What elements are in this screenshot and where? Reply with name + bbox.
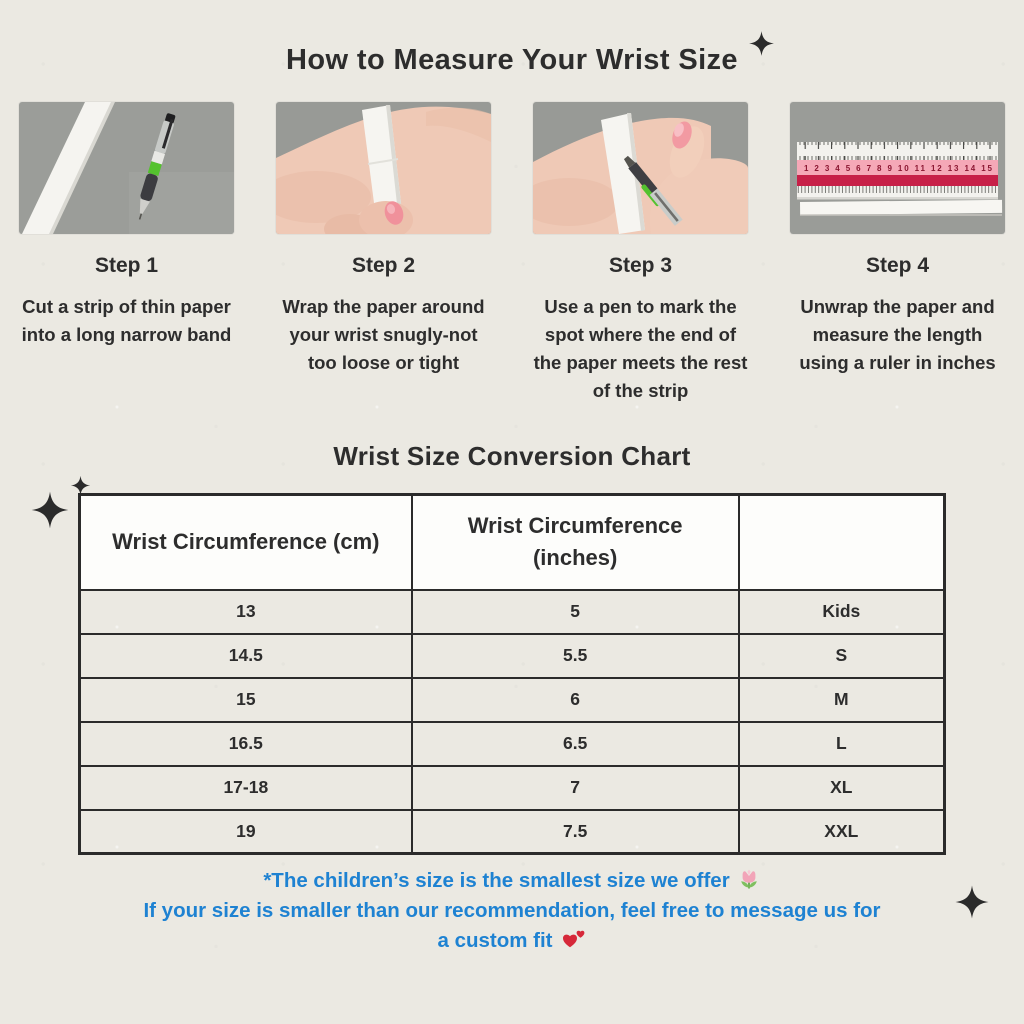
cm-value: 17-18: [80, 766, 412, 810]
inches-value: 6: [412, 678, 739, 722]
step-label: Step 4: [865, 254, 930, 277]
table-row: [80, 810, 945, 854]
size-value: M: [739, 678, 945, 722]
table-row: [80, 766, 945, 810]
footer-text: If your size is smaller than our recommendation, feel free to message us for: [143, 899, 881, 922]
step-4: [790, 254, 1005, 405]
step1-photo: [19, 102, 234, 234]
size-value: S: [739, 634, 945, 678]
wrist-wrap-illustration: [276, 102, 491, 234]
pink-ruler: [797, 142, 998, 200]
sparkle-icon: [70, 475, 91, 496]
cm-value: 14.5: [80, 634, 412, 678]
inches-value: 5: [412, 590, 739, 634]
ruler-numbers: 1 2 3 4 5 6 7 8 9 10 11 12 13 14 15: [804, 164, 992, 173]
cm-value: 16.5: [80, 722, 412, 766]
footer-text: a custom fit: [437, 929, 553, 952]
pen-marking-illustration: [533, 102, 748, 234]
step-description: Wrap the paper around your wrist snugly-not too loose or tight: [282, 296, 485, 373]
step-photos-row: [0, 102, 1024, 234]
column-header-cm: Wrist Circumference (cm): [80, 495, 412, 590]
size-value: L: [739, 722, 945, 766]
tulip-icon: [737, 867, 761, 891]
step-description: Cut a strip of thin paper into a long narrow band: [21, 296, 232, 345]
size-value: XL: [739, 766, 945, 810]
sparkle-icon: [748, 30, 775, 57]
column-header-size: [739, 495, 945, 590]
two-hearts-icon: [560, 928, 587, 951]
footer-line-2: [0, 896, 1024, 926]
step4-photo: [790, 102, 1005, 234]
page-title: How to Measure Your Wrist Size: [286, 44, 738, 76]
step-2: [276, 254, 491, 405]
inches-value: 6.5: [412, 722, 739, 766]
footer-line-1: [0, 866, 1024, 896]
paper-strip: [800, 200, 1002, 215]
table-row: [80, 634, 945, 678]
chart-title: Wrist Size Conversion Chart: [333, 441, 691, 471]
step-label: Step 3: [608, 254, 673, 277]
column-header-inches: Wrist Circumference (inches): [412, 495, 739, 590]
table-row: [80, 590, 945, 634]
sparkle-icon: [30, 490, 70, 530]
table-row: [80, 678, 945, 722]
cm-value: 19: [80, 810, 412, 854]
table-row: [80, 722, 945, 766]
step-1: [19, 254, 234, 405]
paper-and-pen-illustration: [19, 102, 234, 234]
size-value: Kids: [739, 590, 945, 634]
cm-value: 15: [80, 678, 412, 722]
footer-text: *The children’s size is the smallest size we offer: [263, 869, 730, 892]
size-value: XXL: [739, 810, 945, 854]
ruler-illustration: [790, 102, 1005, 234]
inches-value: 7.5: [412, 810, 739, 854]
step-label: Step 2: [351, 254, 416, 277]
step3-photo: [533, 102, 748, 234]
step-3: [533, 254, 748, 405]
table-header-row: [80, 495, 945, 590]
step-description: Unwrap the paper and measure the length using a ruler in inches: [799, 296, 996, 373]
step-description: Use a pen to mark the spot where the end of the paper meets the rest of the strip: [533, 296, 748, 401]
inches-value: 5.5: [412, 634, 739, 678]
sparkle-icon: [954, 884, 990, 920]
step-label: Step 1: [94, 254, 159, 277]
inches-value: 7: [412, 766, 739, 810]
wrist-size-conversion-table: [78, 493, 946, 855]
steps-text-row: [0, 254, 1024, 405]
footer-note: [0, 866, 1024, 956]
step2-photo: [276, 102, 491, 234]
cm-value: 13: [80, 590, 412, 634]
footer-line-3: [0, 926, 1024, 956]
